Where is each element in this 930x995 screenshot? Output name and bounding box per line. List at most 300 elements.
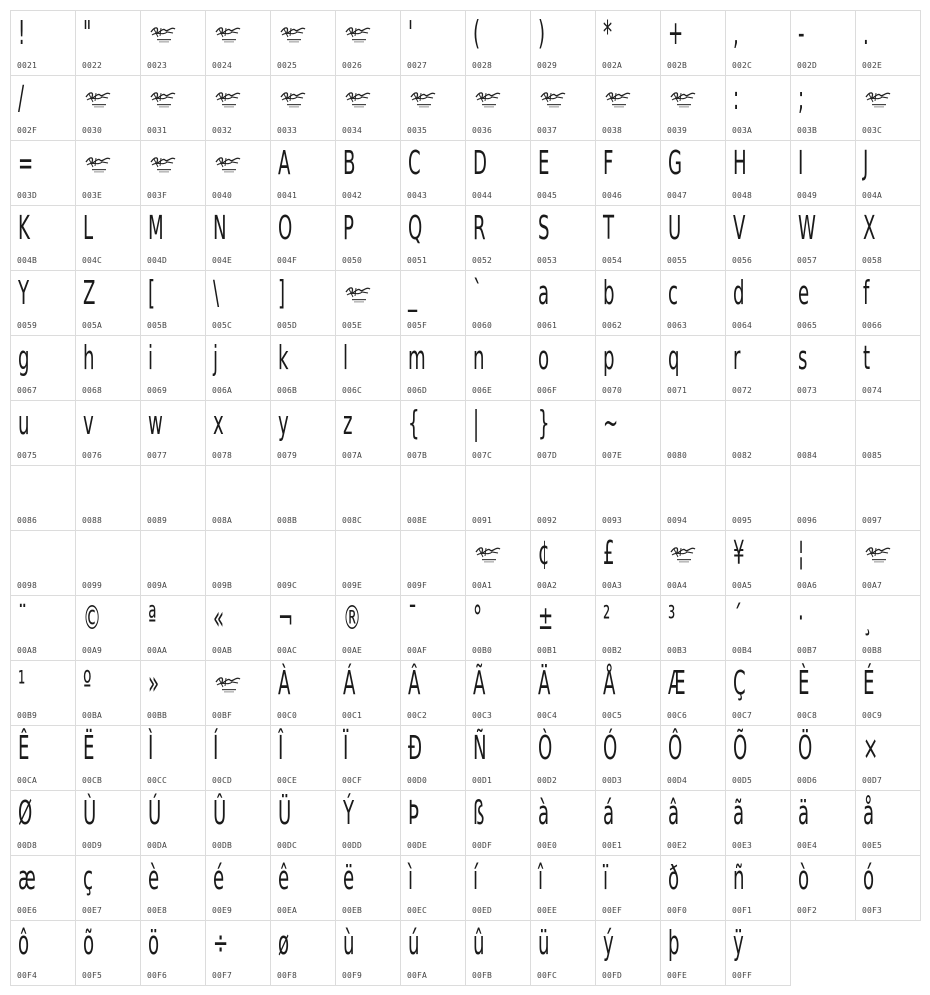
- glyph-codepoint: 0057: [797, 256, 818, 265]
- glyph-cell: [530, 335, 596, 401]
- glyph-codepoint: 0036: [472, 126, 493, 135]
- glyph-cell: [335, 140, 401, 206]
- glyph-cell: [140, 725, 206, 791]
- glyph-codepoint: 0096: [797, 516, 818, 525]
- glyph-sample: Ò: [538, 728, 553, 767]
- glyph-cell: [335, 270, 401, 336]
- glyph-sample: £: [603, 533, 615, 572]
- glyph-codepoint: 003A: [732, 126, 753, 135]
- glyph-codepoint: 004C: [82, 256, 103, 265]
- glyph-cell: [205, 75, 271, 141]
- glyph-codepoint: 00CC: [147, 776, 168, 785]
- glyph-codepoint: 0094: [667, 516, 688, 525]
- glyph-codepoint: 00F2: [797, 906, 818, 915]
- glyph-codepoint: 00FB: [472, 971, 493, 980]
- glyph-codepoint: 00DE: [407, 841, 428, 850]
- glyph-codepoint: 0097: [862, 516, 883, 525]
- glyph-codepoint: 00AF: [407, 646, 428, 655]
- glyph-sample: m: [408, 338, 426, 377]
- glyph-cell: [205, 725, 271, 791]
- glyph-cell: [595, 465, 661, 531]
- glyph-codepoint: 0029: [537, 61, 558, 70]
- glyph-cell: [270, 530, 336, 596]
- glyph-cell: [335, 660, 401, 726]
- glyph-cell: [530, 595, 596, 661]
- glyph-codepoint: 0061: [537, 321, 558, 330]
- glyph-codepoint: 0045: [537, 191, 558, 200]
- glyph-codepoint: 0042: [342, 191, 363, 200]
- glyph-codepoint: 0082: [732, 451, 753, 460]
- glyph-cell: [790, 530, 856, 596]
- glyph-cell: [660, 465, 726, 531]
- glyph-codepoint: 00C6: [667, 711, 688, 720]
- glyph-codepoint: 0037: [537, 126, 558, 135]
- glyph-cell: [855, 465, 921, 531]
- glyph-codepoint: 0039: [667, 126, 688, 135]
- glyph-codepoint: 00B9: [17, 711, 38, 720]
- glyph-codepoint: 00E4: [797, 841, 818, 850]
- glyph-cell: [530, 790, 596, 856]
- glyph-sample: }: [538, 403, 550, 442]
- glyph-cell: [855, 335, 921, 401]
- glyph-codepoint: 0098: [17, 581, 38, 590]
- glyph-codepoint: 00C0: [277, 711, 298, 720]
- glyph-codepoint: 0095: [732, 516, 753, 525]
- glyph-codepoint: 00A1: [472, 581, 493, 590]
- glyph-cell: [10, 595, 76, 661]
- glyph-cell: [725, 140, 791, 206]
- glyph-codepoint: 00CB: [82, 776, 103, 785]
- glyph-codepoint: 009A: [147, 581, 168, 590]
- glyph-codepoint: 002C: [732, 61, 753, 70]
- glyph-sample: h: [83, 338, 95, 377]
- glyph-cell: [855, 400, 921, 466]
- glyph-codepoint: 00E2: [667, 841, 688, 850]
- glyph-cell: [660, 75, 726, 141]
- missing-glyph-logo-icon: [344, 23, 372, 45]
- glyph-codepoint: 00C4: [537, 711, 558, 720]
- glyph-sample: !: [18, 13, 26, 52]
- glyph-codepoint: 007D: [537, 451, 558, 460]
- glyph-sample: ò: [798, 858, 810, 897]
- glyph-cell: [75, 10, 141, 76]
- glyph-codepoint: 006C: [342, 386, 363, 395]
- glyph-cell: [140, 400, 206, 466]
- glyph-sample: ·: [798, 598, 804, 637]
- glyph-sample: ù: [343, 923, 355, 962]
- glyph-cell: [660, 920, 726, 986]
- glyph-sample: Û: [213, 793, 227, 832]
- glyph-cell: [790, 790, 856, 856]
- glyph-cell: [205, 400, 271, 466]
- glyph-cell: [725, 855, 791, 921]
- glyph-codepoint: 005C: [212, 321, 233, 330]
- glyph-sample: Ô: [668, 728, 683, 767]
- glyph-codepoint: 008A: [212, 516, 233, 525]
- glyph-codepoint: 00E0: [537, 841, 558, 850]
- glyph-codepoint: 0076: [82, 451, 103, 460]
- glyph-cell: [270, 660, 336, 726]
- glyph-cell: [855, 725, 921, 791]
- glyph-cell: [855, 270, 921, 336]
- glyph-codepoint: 00BA: [82, 711, 103, 720]
- glyph-codepoint: 00AA: [147, 646, 168, 655]
- glyph-sample: «: [213, 598, 225, 637]
- glyph-codepoint: 00F1: [732, 906, 753, 915]
- glyph-cell: [335, 855, 401, 921]
- missing-glyph-logo-icon: [279, 88, 307, 110]
- glyph-cell: [400, 855, 466, 921]
- glyph-cell: [530, 75, 596, 141]
- missing-glyph-logo-icon: [84, 153, 112, 175]
- glyph-cell: [530, 920, 596, 986]
- glyph-cell: [400, 790, 466, 856]
- glyph-cell: [75, 335, 141, 401]
- glyph-sample: à: [538, 793, 550, 832]
- glyph-sample: Í: [213, 728, 219, 767]
- glyph-cell: [140, 790, 206, 856]
- glyph-codepoint: 009B: [212, 581, 233, 590]
- glyph-codepoint: 002B: [667, 61, 688, 70]
- glyph-cell: [790, 465, 856, 531]
- glyph-sample: {: [408, 403, 420, 442]
- glyph-sample: D: [473, 143, 487, 182]
- glyph-sample: G: [668, 143, 683, 182]
- glyph-codepoint: 0034: [342, 126, 363, 135]
- glyph-sample: º: [83, 663, 92, 702]
- glyph-sample: p: [603, 338, 615, 377]
- glyph-cell: [205, 270, 271, 336]
- glyph-codepoint: 00E8: [147, 906, 168, 915]
- glyph-sample: =: [18, 143, 34, 182]
- glyph-sample: K: [18, 208, 30, 247]
- glyph-sample: U: [668, 208, 682, 247]
- glyph-codepoint: 00D2: [537, 776, 558, 785]
- missing-glyph-logo-icon: [864, 543, 892, 565]
- glyph-cell: [595, 205, 661, 271]
- glyph-codepoint: 002A: [602, 61, 623, 70]
- glyph-sample: Ï: [343, 728, 349, 767]
- glyph-sample: l: [343, 338, 349, 377]
- glyph-sample: ³: [668, 598, 676, 637]
- glyph-codepoint: 0062: [602, 321, 623, 330]
- glyph-sample: î: [538, 858, 544, 897]
- glyph-codepoint: 00CF: [342, 776, 363, 785]
- glyph-cell: [530, 140, 596, 206]
- glyph-sample: ä: [798, 793, 810, 832]
- glyph-cell: [270, 725, 336, 791]
- missing-glyph-logo-icon: [214, 673, 242, 695]
- glyph-cell: [660, 725, 726, 791]
- glyph-cell: [855, 530, 921, 596]
- glyph-cell: [660, 270, 726, 336]
- missing-glyph-logo-icon: [539, 88, 567, 110]
- glyph-sample: Ó: [603, 728, 618, 767]
- glyph-sample: â: [668, 793, 680, 832]
- missing-glyph-logo-icon: [669, 88, 697, 110]
- glyph-sample: È: [798, 663, 810, 702]
- glyph-cell: [465, 10, 531, 76]
- glyph-sample: o: [538, 338, 550, 377]
- glyph-sample: L: [83, 208, 94, 247]
- glyph-sample: ²: [603, 598, 611, 637]
- glyph-sample: Ã: [473, 663, 486, 702]
- glyph-sample: e: [798, 273, 810, 312]
- glyph-sample: ©: [83, 598, 102, 637]
- glyph-codepoint: 00E7: [82, 906, 103, 915]
- glyph-codepoint: 00E1: [602, 841, 623, 850]
- glyph-cell: [75, 595, 141, 661]
- glyph-sample: ß: [473, 793, 485, 832]
- glyph-cell: [530, 205, 596, 271]
- glyph-cell: [790, 660, 856, 726]
- glyph-cell: [400, 725, 466, 791]
- glyph-cell: [660, 140, 726, 206]
- glyph-sample: n: [473, 338, 485, 377]
- glyph-cell: [205, 465, 271, 531]
- glyph-codepoint: 00EB: [342, 906, 363, 915]
- glyph-codepoint: 0046: [602, 191, 623, 200]
- glyph-cell: [660, 10, 726, 76]
- glyph-codepoint: 002D: [797, 61, 818, 70]
- missing-glyph-logo-icon: [214, 88, 242, 110]
- glyph-codepoint: 006F: [537, 386, 558, 395]
- glyph-codepoint: 0035: [407, 126, 428, 135]
- glyph-sample: X: [863, 208, 876, 247]
- glyph-sample: B: [343, 143, 356, 182]
- glyph-cell: [10, 855, 76, 921]
- glyph-cell: [660, 530, 726, 596]
- glyph-codepoint: 0091: [472, 516, 493, 525]
- glyph-cell: [530, 10, 596, 76]
- glyph-cell: [660, 855, 726, 921]
- glyph-sample: Å: [603, 663, 616, 702]
- glyph-sample: ": [83, 13, 92, 52]
- glyph-codepoint: 00F3: [862, 906, 883, 915]
- glyph-cell: [595, 270, 661, 336]
- glyph-codepoint: 00C1: [342, 711, 363, 720]
- glyph-sample: û: [473, 923, 485, 962]
- glyph-codepoint: 009C: [277, 581, 298, 590]
- glyph-codepoint: 006E: [472, 386, 493, 395]
- glyph-codepoint: 0027: [407, 61, 428, 70]
- glyph-sample: f: [863, 273, 870, 312]
- glyph-cell: [465, 205, 531, 271]
- glyph-codepoint: 00B2: [602, 646, 623, 655]
- glyph-cell: [595, 595, 661, 661]
- glyph-codepoint: 005B: [147, 321, 168, 330]
- glyph-codepoint: 0064: [732, 321, 753, 330]
- glyph-cell: [465, 660, 531, 726]
- glyph-cell: [270, 335, 336, 401]
- glyph-codepoint: 0055: [667, 256, 688, 265]
- glyph-cell: [530, 855, 596, 921]
- glyph-sample: Ù: [83, 793, 97, 832]
- glyph-cell: [75, 725, 141, 791]
- glyph-cell: [400, 335, 466, 401]
- glyph-codepoint: 0065: [797, 321, 818, 330]
- glyph-codepoint: 00F0: [667, 906, 688, 915]
- glyph-cell: [140, 465, 206, 531]
- glyph-cell: [10, 270, 76, 336]
- glyph-cell: [465, 270, 531, 336]
- glyph-cell: [10, 400, 76, 466]
- glyph-cell: [140, 10, 206, 76]
- glyph-codepoint: 0070: [602, 386, 623, 395]
- glyph-codepoint: 00C8: [797, 711, 818, 720]
- glyph-sample: S: [538, 208, 550, 247]
- glyph-codepoint: 0074: [862, 386, 883, 395]
- glyph-codepoint: 00D5: [732, 776, 753, 785]
- glyph-cell: [790, 335, 856, 401]
- glyph-sample: z: [343, 403, 353, 442]
- glyph-codepoint: 0080: [667, 451, 688, 460]
- glyph-cell: [10, 790, 76, 856]
- glyph-cell: [855, 140, 921, 206]
- glyph-sample: F: [603, 143, 614, 182]
- glyph-codepoint: 008C: [342, 516, 363, 525]
- glyph-codepoint: 00EA: [277, 906, 298, 915]
- glyph-cell: [725, 205, 791, 271]
- glyph-codepoint: 005D: [277, 321, 298, 330]
- glyph-sample: .: [863, 13, 869, 52]
- glyph-cell: [75, 140, 141, 206]
- glyph-codepoint: 0038: [602, 126, 623, 135]
- glyph-codepoint: 006D: [407, 386, 428, 395]
- glyph-sample: ;: [798, 78, 805, 117]
- glyph-codepoint: 005A: [82, 321, 103, 330]
- glyph-codepoint: 00EF: [602, 906, 623, 915]
- glyph-sample: ê: [278, 858, 290, 897]
- glyph-sample: Ë: [83, 728, 95, 767]
- glyph-sample: s: [798, 338, 808, 377]
- glyph-sample: ,: [733, 13, 739, 52]
- glyph-cell: [595, 855, 661, 921]
- glyph-sample: i: [148, 338, 154, 377]
- missing-glyph-logo-icon: [149, 88, 177, 110]
- glyph-cell: [855, 75, 921, 141]
- glyph-codepoint: 0099: [82, 581, 103, 590]
- glyph-codepoint: 0054: [602, 256, 623, 265]
- glyph-cell: [205, 140, 271, 206]
- glyph-cell: [725, 725, 791, 791]
- missing-glyph-logo-icon: [279, 23, 307, 45]
- glyph-cell: [465, 725, 531, 791]
- glyph-cell: [725, 270, 791, 336]
- glyph-sample: O: [278, 208, 293, 247]
- glyph-codepoint: 0092: [537, 516, 558, 525]
- glyph-sample: Ú: [148, 793, 162, 832]
- glyph-codepoint: 0056: [732, 256, 753, 265]
- glyph-codepoint: 008E: [407, 516, 428, 525]
- glyph-sample: Ü: [278, 793, 292, 832]
- glyph-codepoint: 009E: [342, 581, 363, 590]
- glyph-sample: Ñ: [473, 728, 487, 767]
- glyph-cell: [270, 205, 336, 271]
- glyph-cell: [335, 205, 401, 271]
- glyph-sample: _: [408, 273, 418, 312]
- glyph-cell: [335, 790, 401, 856]
- glyph-codepoint: 005E: [342, 321, 363, 330]
- glyph-cell: [205, 530, 271, 596]
- glyph-codepoint: 00A4: [667, 581, 688, 590]
- glyph-sample: ¢: [538, 533, 550, 572]
- glyph-sample: ñ: [733, 858, 745, 897]
- glyph-sample: Ì: [148, 728, 154, 767]
- glyph-codepoint: 008B: [277, 516, 298, 525]
- glyph-codepoint: 0028: [472, 61, 493, 70]
- glyph-cell: [790, 140, 856, 206]
- glyph-codepoint: 0067: [17, 386, 38, 395]
- glyph-codepoint: 00A2: [537, 581, 558, 590]
- glyph-codepoint: 00D6: [797, 776, 818, 785]
- glyph-cell: [270, 10, 336, 76]
- glyph-cell: [140, 140, 206, 206]
- glyph-codepoint: 00D9: [82, 841, 103, 850]
- glyph-sample: I: [798, 143, 804, 182]
- glyph-cell: [725, 530, 791, 596]
- glyph-cell: [790, 270, 856, 336]
- glyph-cell: [335, 335, 401, 401]
- missing-glyph-logo-icon: [669, 543, 697, 565]
- glyph-cell: [530, 725, 596, 791]
- glyph-cell: [335, 465, 401, 531]
- missing-glyph-logo-icon: [214, 23, 242, 45]
- glyph-codepoint: 004F: [277, 256, 298, 265]
- glyph-sample: ç: [83, 858, 93, 897]
- glyph-sample: P: [343, 208, 354, 247]
- glyph-codepoint: 00CE: [277, 776, 298, 785]
- glyph-cell: [465, 595, 531, 661]
- glyph-cell: [595, 920, 661, 986]
- glyph-codepoint: 00CD: [212, 776, 233, 785]
- glyph-codepoint: 0041: [277, 191, 298, 200]
- missing-glyph-logo-icon: [864, 88, 892, 110]
- glyph-sample: -: [798, 13, 805, 52]
- glyph-codepoint: 00D1: [472, 776, 493, 785]
- glyph-codepoint: 00C7: [732, 711, 753, 720]
- glyph-cell: [465, 790, 531, 856]
- glyph-cell: [790, 855, 856, 921]
- glyph-cell: [270, 465, 336, 531]
- glyph-codepoint: 00DB: [212, 841, 233, 850]
- glyph-cell: [270, 920, 336, 986]
- glyph-sample: w: [148, 403, 163, 442]
- glyph-codepoint: 00E9: [212, 906, 233, 915]
- glyph-cell: [400, 400, 466, 466]
- glyph-sample: Ý: [343, 793, 355, 832]
- glyph-codepoint: 00FC: [537, 971, 558, 980]
- glyph-codepoint: 003C: [862, 126, 883, 135]
- glyph-cell: [270, 270, 336, 336]
- glyph-sample: R: [473, 208, 486, 247]
- glyph-codepoint: 00B7: [797, 646, 818, 655]
- glyph-codepoint: 00AB: [212, 646, 233, 655]
- glyph-codepoint: 00F6: [147, 971, 168, 980]
- glyph-codepoint: 00E5: [862, 841, 883, 850]
- glyph-codepoint: 00D0: [407, 776, 428, 785]
- glyph-cell: [75, 855, 141, 921]
- glyph-codepoint: 0093: [602, 516, 623, 525]
- glyph-codepoint: 0048: [732, 191, 753, 200]
- glyph-codepoint: 00EC: [407, 906, 428, 915]
- glyph-sample: ¥: [733, 533, 745, 572]
- glyph-codepoint: 00A3: [602, 581, 623, 590]
- glyph-cell: [140, 75, 206, 141]
- glyph-cell: [10, 140, 76, 206]
- glyph-cell: [75, 75, 141, 141]
- glyph-codepoint: 00DF: [472, 841, 493, 850]
